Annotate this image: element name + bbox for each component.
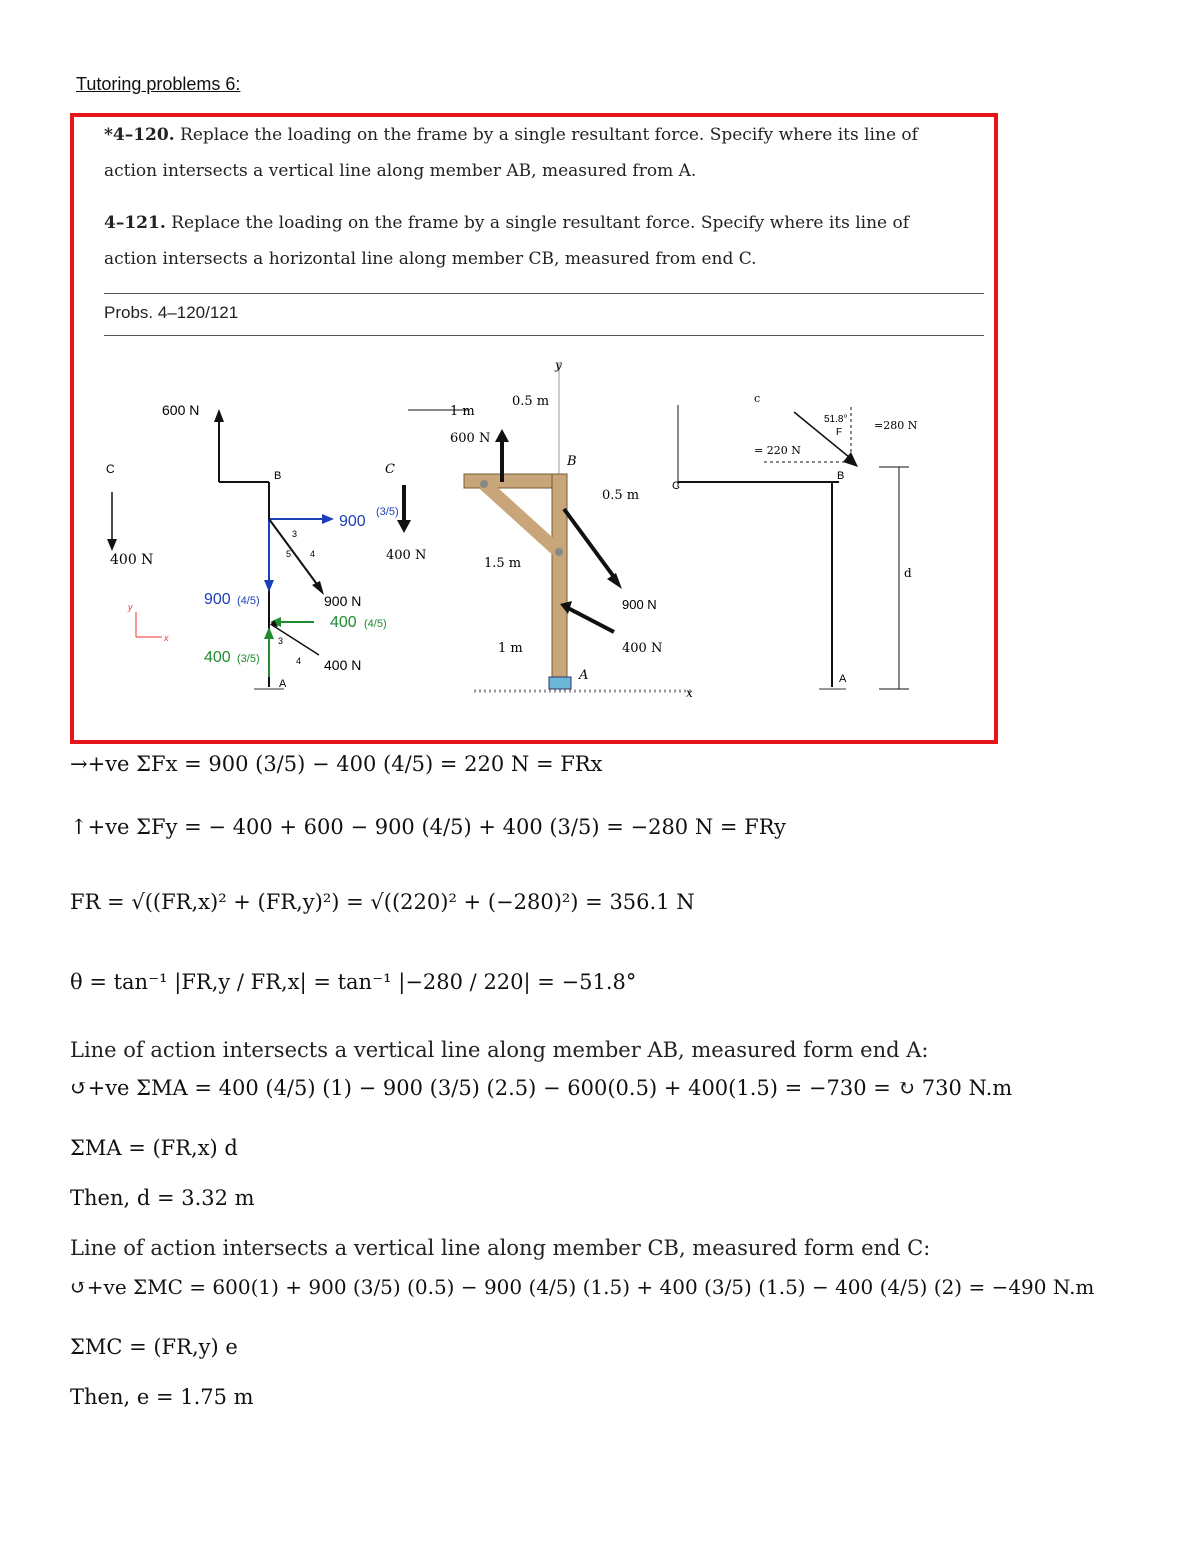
svg-text:3: 3: [292, 529, 298, 539]
left-free-body-diagram: [106, 402, 399, 690]
result-d: Then, d = 3.32 m: [70, 1186, 255, 1210]
problem-120-number: *4–120.: [104, 125, 175, 145]
problem-121-line1: Replace the loading on the frame by a single resultant force. Specify where its line of: [171, 213, 910, 233]
label-900x: 900: [339, 513, 366, 530]
problem-120-line1: Replace the loading on the frame by a single resultant force. Specify where its line of: [180, 125, 918, 145]
right-label-a: A: [839, 673, 847, 685]
label-400n-left: 400 N: [110, 552, 154, 568]
middle-900n: 900 N: [622, 597, 657, 612]
svg-text:5: 5: [286, 549, 292, 559]
arrow-400n-left: [107, 539, 117, 551]
svg-text:(3/5): (3/5): [237, 653, 260, 665]
svg-text:4: 4: [296, 656, 302, 666]
svg-text:3: 3: [278, 636, 284, 646]
right-frx: = 220 N: [754, 444, 801, 457]
equation-sum-ma: ↺+ve ΣMA = 400 (4/5) (1) − 900 (3/5) (2.5) − 600(0.5) + 400(1.5) = −730 = ↻ 730 N.m: [70, 1076, 1013, 1100]
middle-label-a: A: [579, 668, 589, 683]
problem-box: [70, 113, 998, 744]
result-e: Then, e = 1.75 m: [70, 1385, 254, 1409]
right-angle: 51.8°: [824, 414, 848, 425]
right-label-b: B: [837, 470, 845, 482]
svg-text:(4/5): (4/5): [364, 618, 387, 630]
problem-121-number: 4–121.: [104, 213, 166, 233]
middle-label-b: B: [567, 454, 577, 469]
right-fry: =280 N: [874, 419, 918, 432]
text-line-cb: Line of action intersects a vertical line along member CB, measured form end C:: [70, 1236, 931, 1260]
middle-dim-1m: 1 m: [450, 404, 475, 419]
middle-axis-y: y: [555, 358, 562, 372]
right-label-c: C: [672, 480, 680, 492]
middle-dim-05m-right: 0.5 m: [602, 488, 640, 503]
probs-label: Probs. 4–120/121: [104, 303, 239, 322]
middle-600n: 600 N: [450, 431, 491, 446]
text-line-ab: Line of action intersects a vertical line along member AB, measured form end A:: [70, 1038, 929, 1062]
equation-sum-fy: ↑+ve ΣFy = − 400 + 600 − 900 (4/5) + 400 (3/5) = −280 N = FRy: [70, 815, 787, 839]
middle-dim-15m: 1.5 m: [484, 556, 522, 571]
equation-sum-mc: ↺+ve ΣMC = 600(1) + 900 (3/5) (0.5) − 900 (4/5) (1.5) + 400 (3/5) (1.5) − 400 (4/5) (2) = −490 N.m: [70, 1275, 1095, 1299]
label-b-left: B: [274, 470, 282, 482]
label-900n: 900 N: [324, 593, 362, 609]
equation-theta: θ = tan⁻¹ |FR,y / FR,x| = tan⁻¹ |−280 / 220| = −51.8°: [70, 970, 637, 994]
middle-400n-right: 400 N: [622, 641, 663, 656]
problem-120-line2: action intersects a vertical line along member AB, measured from A.: [104, 161, 697, 181]
equation-ma: ΣMA = (FR,x) d: [70, 1136, 238, 1160]
label-400n-bottom: 400 N: [324, 657, 362, 673]
right-dim-d: d: [904, 566, 912, 580]
axis-x-left: x: [164, 633, 169, 643]
middle-dim-05m: 0.5 m: [512, 394, 550, 409]
label-400-horizontal: 400: [330, 614, 357, 631]
right-diagram: [672, 392, 918, 689]
middle-frame-diagram: [385, 358, 694, 700]
label-400-vertical: 400: [204, 649, 231, 666]
right-label-c-top: c: [754, 392, 761, 405]
frame-figure: [74, 117, 994, 740]
equation-sum-fx: →+ve ΣFx = 900 (3/5) − 400 (4/5) = 220 N = FRx: [70, 752, 603, 776]
label-600n-left: 600 N: [162, 402, 200, 418]
axis-y-left: y: [128, 602, 133, 612]
problem-121-line2: action intersects a horizontal line along member CB, measured from end C.: [104, 249, 757, 269]
middle-dim-1m-bottom: 1 m: [498, 641, 523, 656]
label-a-left: A: [279, 678, 287, 690]
svg-text:(4/5): (4/5): [237, 595, 260, 607]
right-fr: F: [836, 427, 843, 438]
svg-text:(3/5): (3/5): [376, 506, 399, 518]
middle-label-c: C: [385, 462, 395, 477]
middle-400n-left: 400 N: [386, 548, 427, 563]
svg-text:4: 4: [310, 549, 316, 559]
middle-axis-x: x: [686, 686, 693, 700]
page-heading: Tutoring problems 6:: [76, 74, 241, 94]
arrow-600n-left: [214, 409, 224, 422]
equation-mc: ΣMC = (FR,y) e: [70, 1335, 238, 1359]
label-900y: 900: [204, 591, 231, 608]
label-c-left: C: [106, 462, 115, 476]
equation-fr: FR = √((FR,x)² + (FR,y)²) = √((220)² + (−280)²) = 356.1 N: [70, 890, 695, 914]
